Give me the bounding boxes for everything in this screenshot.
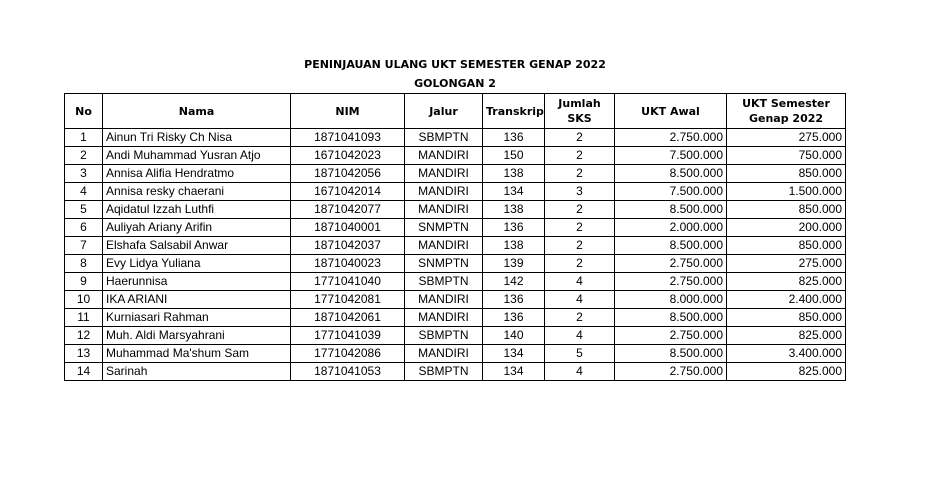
cell-transkrip: 140 [483,327,545,345]
cell-ukt-awal: 7.500.000 [615,183,727,201]
cell-ukt-genap: 850.000 [727,201,846,219]
ukt-table [64,93,846,381]
cell-jalur: MANDIRI [405,345,483,363]
table-row [65,201,846,219]
cell-nama: Kurniasari Rahman [103,309,291,327]
cell-no: 10 [65,291,103,309]
cell-ukt-awal: 8.500.000 [615,237,727,255]
cell-ukt-awal: 8.500.000 [615,309,727,327]
cell-ukt-genap: 750.000 [727,147,846,165]
cell-jumlah-sks: 5 [545,345,615,363]
cell-transkrip: 150 [483,147,545,165]
document-subtitle: GOLONGAN 2 [414,77,496,90]
cell-transkrip: 134 [483,183,545,201]
cell-jalur: SNMPTN [405,219,483,237]
cell-nama: Muh. Aldi Marsyahrani [103,327,291,345]
cell-nama: Sarinah [103,363,291,381]
cell-transkrip: 138 [483,201,545,219]
cell-ukt-genap: 200.000 [727,219,846,237]
cell-jalur: MANDIRI [405,309,483,327]
cell-transkrip: 134 [483,345,545,363]
cell-jumlah-sks: 4 [545,363,615,381]
cell-ukt-genap: 825.000 [727,363,846,381]
cell-transkrip: 139 [483,255,545,273]
cell-nim: 1671042014 [291,183,405,201]
cell-jumlah-sks: 2 [545,147,615,165]
cell-transkrip: 134 [483,363,545,381]
cell-nim: 1871042077 [291,201,405,219]
table-row [65,345,846,363]
header-jumlah-sks-line2: SKS [567,112,592,125]
cell-jumlah-sks: 2 [545,165,615,183]
cell-nim: 1771042086 [291,345,405,363]
cell-transkrip: 138 [483,165,545,183]
cell-nim: 1771041039 [291,327,405,345]
table-body [65,129,846,381]
cell-jumlah-sks: 2 [545,129,615,147]
cell-ukt-awal: 8.500.000 [615,345,727,363]
cell-no: 7 [65,237,103,255]
cell-nama: Haerunnisa [103,273,291,291]
cell-ukt-genap: 825.000 [727,327,846,345]
cell-no: 12 [65,327,103,345]
cell-no: 6 [65,219,103,237]
cell-ukt-genap: 825.000 [727,273,846,291]
cell-jalur: MANDIRI [405,237,483,255]
cell-jumlah-sks: 2 [545,309,615,327]
cell-jalur: SBMPTN [405,129,483,147]
cell-jalur: SBMPTN [405,327,483,345]
cell-nama: Annisa resky chaerani [103,183,291,201]
cell-jalur: MANDIRI [405,165,483,183]
header-ukt-semester-line1: UKT Semester [742,97,830,110]
cell-jalur: MANDIRI [405,201,483,219]
cell-no: 5 [65,201,103,219]
cell-jalur: MANDIRI [405,147,483,165]
cell-nim: 1871041053 [291,363,405,381]
cell-nim: 1871042056 [291,165,405,183]
cell-ukt-genap: 275.000 [727,255,846,273]
cell-ukt-awal: 2.750.000 [615,273,727,291]
cell-ukt-awal: 2.750.000 [615,327,727,345]
cell-ukt-awal: 8.500.000 [615,165,727,183]
table-row [65,165,846,183]
cell-jumlah-sks: 3 [545,183,615,201]
table-row [65,291,846,309]
cell-nim: 1871040001 [291,219,405,237]
cell-no: 9 [65,273,103,291]
header-ukt-semester-line2: Genap 2022 [748,112,824,125]
table-row [65,147,846,165]
document-title: PENINJAUAN ULANG UKT SEMESTER GENAP 2022 [304,58,606,71]
table-row [65,237,846,255]
cell-transkrip: 136 [483,129,545,147]
cell-jumlah-sks: 4 [545,327,615,345]
cell-no: 8 [65,255,103,273]
cell-nim: 1771041040 [291,273,405,291]
cell-nim: 1871040023 [291,255,405,273]
cell-jalur: MANDIRI [405,183,483,201]
cell-ukt-genap: 850.000 [727,165,846,183]
header-no: No [65,94,103,129]
header-row [65,94,846,129]
table-row [65,255,846,273]
cell-no: 2 [65,147,103,165]
cell-ukt-genap: 850.000 [727,237,846,255]
header-nama: Nama [103,94,291,129]
cell-transkrip: 136 [483,219,545,237]
cell-nim: 1871042061 [291,309,405,327]
header-jumlah-sks-line1: Jumlah [558,97,601,110]
cell-no: 13 [65,345,103,363]
header-ukt-semester [727,94,846,129]
cell-nama: Evy Lidya Yuliana [103,255,291,273]
cell-ukt-awal: 2.000.000 [615,219,727,237]
cell-nama: Elshafa Salsabil Anwar [103,237,291,255]
header-ukt-awal: UKT Awal [615,94,727,129]
cell-nama: IKA ARIANI [103,291,291,309]
cell-jalur: SBMPTN [405,273,483,291]
table-row [65,309,846,327]
table-row [65,219,846,237]
cell-nama: Ainun Tri Risky Ch Nisa [103,129,291,147]
cell-ukt-awal: 8.000.000 [615,291,727,309]
cell-jumlah-sks: 4 [545,273,615,291]
cell-nama: Aqidatul Izzah Luthfi [103,201,291,219]
cell-ukt-awal: 8.500.000 [615,201,727,219]
table-row [65,327,846,345]
cell-transkrip: 136 [483,309,545,327]
cell-nim: 1771042081 [291,291,405,309]
table-row [65,129,846,147]
cell-nim: 1671042023 [291,147,405,165]
cell-nim: 1871041093 [291,129,405,147]
header-transkrip: Transkrip [483,94,545,129]
table-row [65,273,846,291]
cell-transkrip: 142 [483,273,545,291]
cell-ukt-genap: 850.000 [727,309,846,327]
cell-ukt-awal: 7.500.000 [615,147,727,165]
cell-nim: 1871042037 [291,237,405,255]
cell-jumlah-sks: 4 [545,291,615,309]
cell-jumlah-sks: 2 [545,255,615,273]
cell-nama: Annisa Alifia Hendratmo [103,165,291,183]
cell-no: 11 [65,309,103,327]
cell-ukt-genap: 275.000 [727,129,846,147]
cell-transkrip: 136 [483,291,545,309]
cell-ukt-awal: 2.750.000 [615,255,727,273]
cell-ukt-genap: 2.400.000 [727,291,846,309]
header-jumlah-sks [545,94,615,129]
cell-no: 4 [65,183,103,201]
cell-transkrip: 138 [483,237,545,255]
cell-jalur: MANDIRI [405,291,483,309]
cell-jumlah-sks: 2 [545,201,615,219]
cell-ukt-awal: 2.750.000 [615,363,727,381]
cell-no: 3 [65,165,103,183]
cell-nama: Muhammad Ma'shum Sam [103,345,291,363]
cell-jumlah-sks: 2 [545,219,615,237]
cell-nama: Auliyah Ariany Arifin [103,219,291,237]
cell-jalur: SBMPTN [405,363,483,381]
cell-nama: Andi Muhammad Yusran Atjo [103,147,291,165]
cell-no: 1 [65,129,103,147]
header-nim: NIM [291,94,405,129]
table-row [65,183,846,201]
table-row [65,363,846,381]
cell-jalur: SNMPTN [405,255,483,273]
cell-ukt-genap: 3.400.000 [727,345,846,363]
cell-jumlah-sks: 2 [545,237,615,255]
cell-ukt-awal: 2.750.000 [615,129,727,147]
header-jalur: Jalur [405,94,483,129]
cell-no: 14 [65,363,103,381]
cell-ukt-genap: 1.500.000 [727,183,846,201]
